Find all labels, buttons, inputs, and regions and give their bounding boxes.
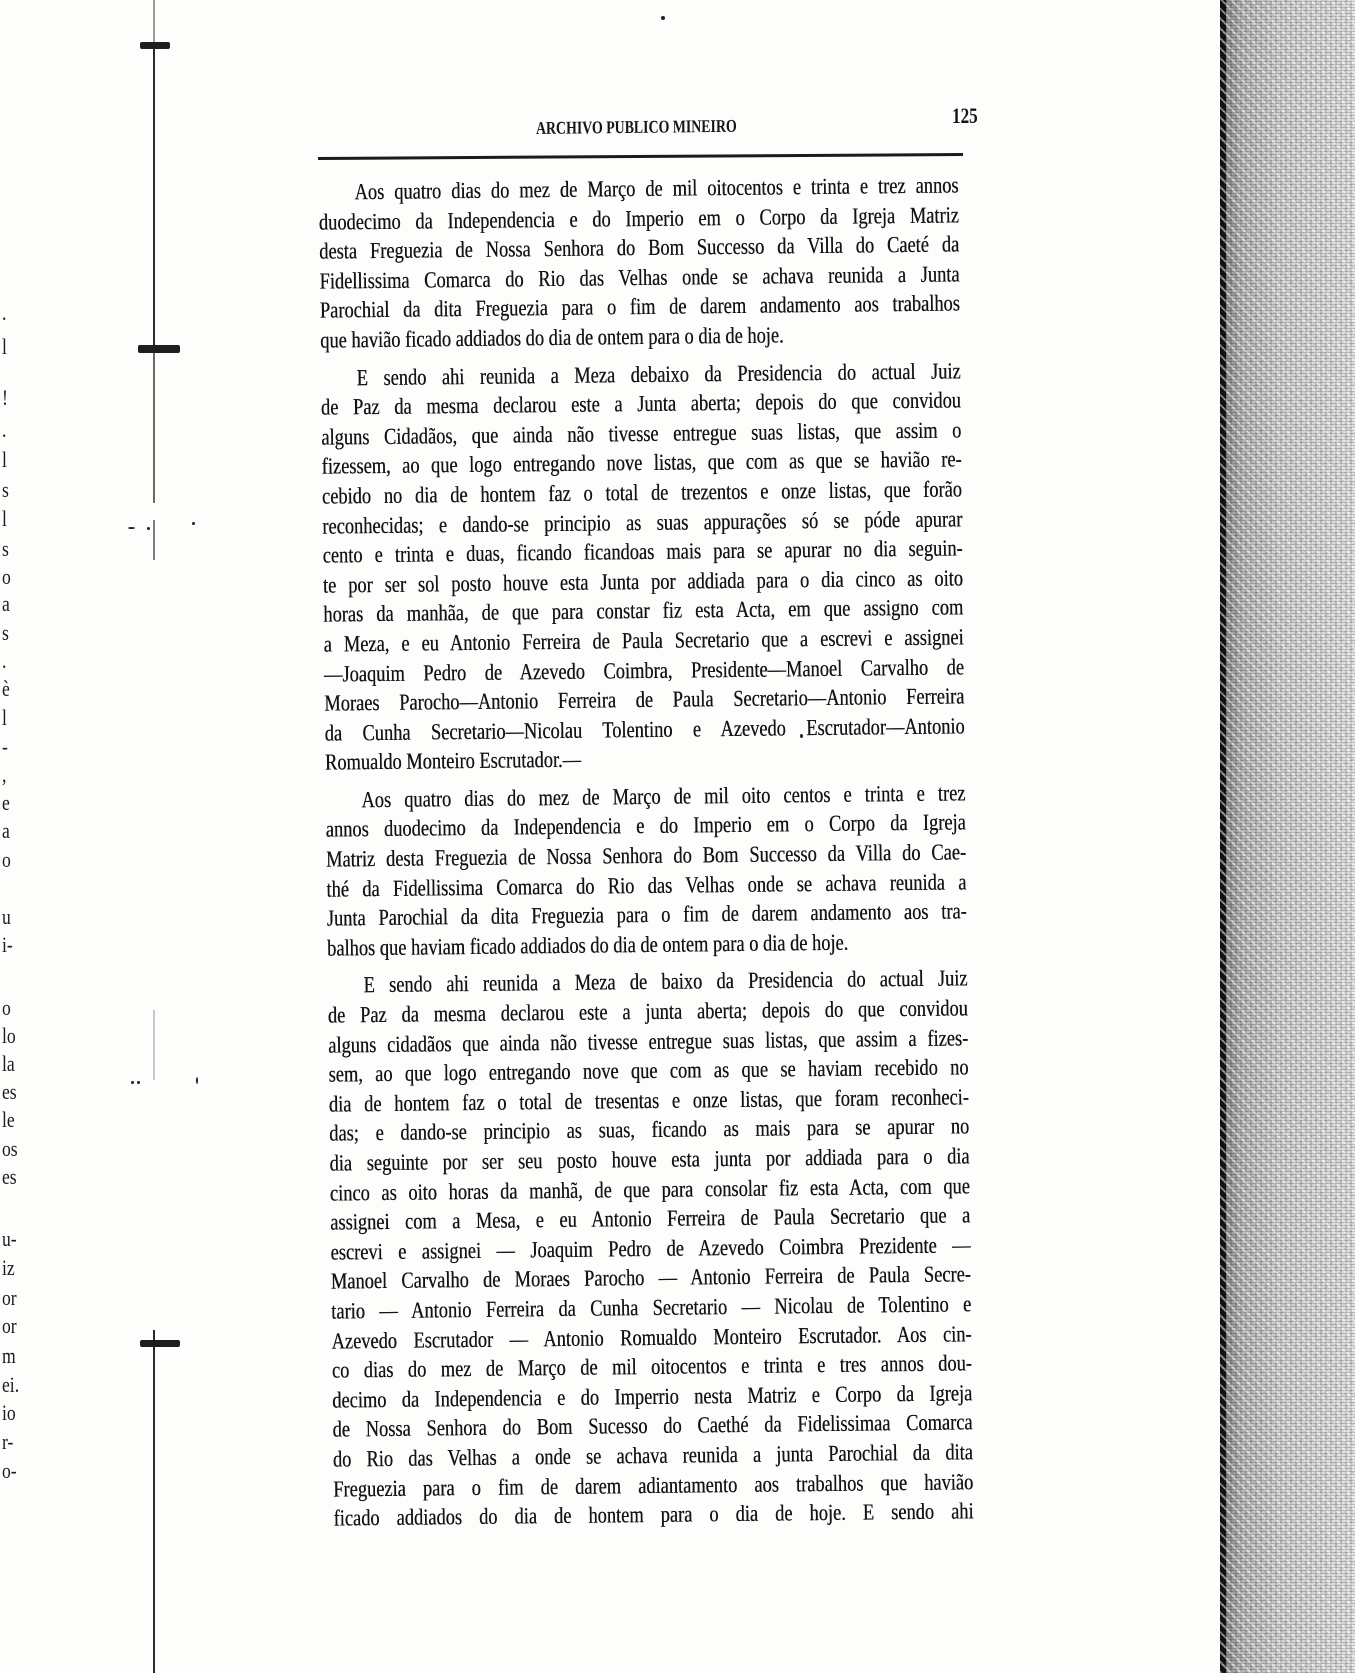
header-rule bbox=[318, 153, 963, 160]
text-line: escrevi e assignei — Joaquim Pedro de Azevedo Coimbra Prezidente — bbox=[330, 1232, 971, 1265]
text-line: duodecimo da Independencia e do Imperio em o Corpo da Igreja Matriz bbox=[318, 202, 959, 235]
facing-page-fragment: s bbox=[2, 536, 9, 561]
binding-thread bbox=[153, 1010, 155, 1080]
text-line: cebido no dia de hontem faz o total de trezentos e onze listas, que forão bbox=[321, 476, 963, 509]
text-line: balhos que haviam ficado addiados do dia de ontem para o dia de hoje. bbox=[326, 929, 849, 961]
facing-page-fragment: s bbox=[2, 477, 9, 502]
running-title: ARCHIVO PUBLICO MINEIRO bbox=[535, 115, 737, 138]
facing-page-fragment: è bbox=[2, 676, 10, 701]
text-line: ficado addiados do dia de hontem para o dia de hoje. E sendo ahi bbox=[333, 1498, 974, 1531]
facing-page-fragment: io bbox=[2, 1400, 16, 1425]
speck bbox=[192, 522, 195, 525]
facing-page-fragment: i- bbox=[2, 932, 13, 957]
page-number: 125 bbox=[952, 103, 978, 128]
facing-page-fragment: or bbox=[2, 1313, 17, 1338]
facing-page-fragment: os bbox=[2, 1136, 18, 1161]
text-line: cinco as oito horas da manhã, de que para consolar fiz esta Acta, com que bbox=[329, 1172, 970, 1206]
facing-page-fragment: ei. bbox=[2, 1372, 20, 1397]
facing-page-fragment: . bbox=[2, 417, 7, 442]
facing-page-fragment: r- bbox=[2, 1429, 14, 1454]
text-line: E sendo ahi reunida a Meza debaixo da Presidencia do actual Juiz bbox=[356, 357, 961, 390]
facing-page-fragment: s bbox=[2, 620, 9, 645]
facing-page-fragment: iz bbox=[2, 1255, 15, 1280]
text-line: das; e dando-se principio as suas, ficando as mais para se apurar no bbox=[329, 1113, 970, 1147]
text-line: desta Freguezia de Nossa Senhora do Bom Successo da Villa do Caeté da bbox=[319, 231, 960, 264]
binding-stitch bbox=[138, 345, 180, 353]
text-line: Moraes Parocho—Antonio Ferreira de Paula Secretario—Antonio Ferreira bbox=[324, 683, 965, 716]
text-line: Parochial da dita Freguezia para o fim de darem andamento aos trabalhos bbox=[319, 290, 960, 324]
facing-page-fragment: l bbox=[2, 447, 7, 472]
paragraph bbox=[327, 964, 973, 1534]
text-line: Aos quatro dias do mez de Março de mil oitocentos e trinta e trez annos bbox=[354, 172, 959, 205]
text-line: Junta Parochial da dita Freguezia para o fim de darem andamento aos tra- bbox=[326, 898, 967, 931]
text-line: de Paz da mesma declarou este a junta aberta; depois do que convidou bbox=[327, 995, 968, 1028]
text-line: cento e trinta e duas, ficando ficandoas mais para se apurar no dia seguin- bbox=[322, 535, 963, 568]
text-line: decimo da Independencia e do Imperrio nesta Matriz e Corpo da Igreja bbox=[332, 1380, 973, 1413]
facing-page-fragment: le bbox=[2, 1107, 15, 1132]
facing-page-fragment: l bbox=[2, 705, 7, 730]
text-line: Freguezia para o fim de darem adiantamento aos trabalhos que havião bbox=[333, 1468, 974, 1502]
facing-page-fragment: a bbox=[2, 818, 10, 843]
facing-page-fragment: lo bbox=[2, 1023, 16, 1048]
facing-page-fragment: . bbox=[2, 648, 7, 673]
facing-page-fragment: u bbox=[2, 904, 11, 929]
facing-page-fragment: l bbox=[2, 334, 7, 359]
facing-page-fragment: l bbox=[2, 506, 7, 531]
paragraph bbox=[320, 356, 965, 778]
text-line: reconhecidas; e dando-se principio as suas appurações só se póde apurar bbox=[322, 505, 963, 539]
text-line: E sendo ahi reunida a Meza de baixo da Presidencia do actual Juiz bbox=[363, 965, 968, 998]
facing-page-fragment: o- bbox=[2, 1458, 17, 1483]
speck bbox=[128, 527, 135, 529]
speck bbox=[147, 527, 150, 530]
text-line: do Rio das Velhas a onde se achava reunida a junta Parochial da dita bbox=[332, 1439, 973, 1472]
text-line: dia seguinte por ser seu posto houve esta junta por addiada para o dia bbox=[329, 1143, 970, 1176]
text-line: Romualdo Monteiro Escrutador.— bbox=[324, 747, 582, 775]
facing-page-fragment: e bbox=[2, 790, 10, 815]
facing-page-fragment: es bbox=[2, 1164, 17, 1189]
binding-thread bbox=[153, 520, 155, 560]
facing-page-fragment: o bbox=[2, 995, 11, 1020]
binding-stitch bbox=[140, 1340, 180, 1347]
text-line: Fidellissima Comarca do Rio das Velhas onde se achava reunida a Junta bbox=[319, 261, 960, 294]
text-line: annos duodecimo da Independencia e do Imperio em o Corpo da Igreja bbox=[325, 809, 966, 843]
text-line: fizessem, ao que logo entregando nove listas, que com as que se havião re- bbox=[321, 446, 962, 479]
text-line: Aos quatro dias do mez de Março de mil oito centos e trinta e trez bbox=[361, 780, 966, 813]
text-line: a Meza, e eu Antonio Ferreira de Paula Secretario que a escrevi e assignei bbox=[323, 624, 964, 657]
text-line: dia de hontem faz o total de tresentas e onze listas, que foram reconheci- bbox=[328, 1084, 969, 1117]
text-line: Matriz desta Freguezia de Nossa Senhora do Bom Successo da Villa do Cae- bbox=[325, 839, 967, 872]
paragraph bbox=[325, 778, 967, 963]
text-line: horas da manhãa, de que para constar fiz esta Acta, em que assigno com bbox=[323, 594, 964, 627]
facing-page-fragment: es bbox=[2, 1079, 17, 1104]
facing-page-fragment: or bbox=[2, 1285, 17, 1310]
text-line: tario — Antonio Ferreira da Cunha Secretario — Nicolau de Tolentino e bbox=[331, 1291, 972, 1324]
speck bbox=[661, 16, 665, 20]
text-column bbox=[318, 170, 973, 1533]
text-line: Azevedo Escrutador — Antonio Romualdo Monteiro Escrutador. Aos cin- bbox=[331, 1320, 972, 1354]
text-line: de Nossa Senhora do Bom Sucesso do Caethé da Fidelissimaa Comarca bbox=[332, 1409, 973, 1442]
facing-page-fragment: o bbox=[2, 564, 11, 589]
facing-page-fragment: o bbox=[2, 847, 11, 872]
facing-page-fragment: la bbox=[2, 1051, 15, 1076]
paragraph bbox=[318, 170, 960, 355]
binding-thread bbox=[153, 353, 155, 503]
text-line: Manoel Carvalho de Moraes Parocho — Antonio Ferreira de Paula Secre- bbox=[330, 1261, 971, 1294]
binding-thread bbox=[153, 49, 155, 345]
speck bbox=[196, 1077, 198, 1084]
text-line: da Cunha Secretario—Nicolau Tolentino e Azevedo Escrutador—Antonio bbox=[324, 713, 965, 746]
facing-page-fragment: , bbox=[2, 762, 7, 787]
facing-page-fragment: u- bbox=[2, 1226, 17, 1251]
speck bbox=[137, 1081, 140, 1084]
text-block bbox=[318, 170, 973, 1533]
text-line: assignei com a Mesa, e eu Antonio Ferreira de Paula Secretario que a bbox=[330, 1202, 971, 1235]
text-line: te por ser sol posto houve esta Junta por addiada para o dia cinco as oito bbox=[322, 565, 964, 598]
binding-thread bbox=[153, 1330, 155, 1673]
text-line: alguns cidadãos que ainda não tivesse entregue suas listas, que assim a fizes- bbox=[328, 1024, 969, 1058]
text-line: alguns Cidadãos, que ainda não tivesse entregue suas listas, que assim o bbox=[321, 417, 962, 450]
facing-page-fragment: ! bbox=[2, 385, 8, 410]
facing-page-fragment: - bbox=[2, 734, 8, 759]
text-line: —Joaquim Pedro de Azevedo Coimbra, Presidente—Manoel Carvalho de bbox=[323, 653, 965, 687]
facing-page-fragment: a bbox=[2, 591, 10, 616]
binding-thread bbox=[153, 0, 155, 42]
text-line: que havião ficado addiados do dia de ontem para o dia de hoje. bbox=[320, 322, 784, 353]
binding-stitch bbox=[140, 42, 170, 49]
facing-page-fragment: . bbox=[2, 300, 7, 325]
facing-page-fragment: m bbox=[2, 1343, 16, 1368]
text-line: de Paz da mesma declarou este a Junta aberta; depois do que convidou bbox=[320, 387, 962, 420]
text-line: thé da Fidellissima Comarca do Rio das Velhas onde se achava reunida a bbox=[326, 869, 967, 902]
text-line: sem, ao que logo entregando nove que com as que se haviam recebido no bbox=[328, 1054, 969, 1087]
text-line: co dias do mez de Março de mil oitocentos e trinta e tres annos dou- bbox=[331, 1350, 972, 1383]
facing-page-edge bbox=[1220, 0, 1355, 1673]
speck bbox=[131, 1081, 134, 1084]
